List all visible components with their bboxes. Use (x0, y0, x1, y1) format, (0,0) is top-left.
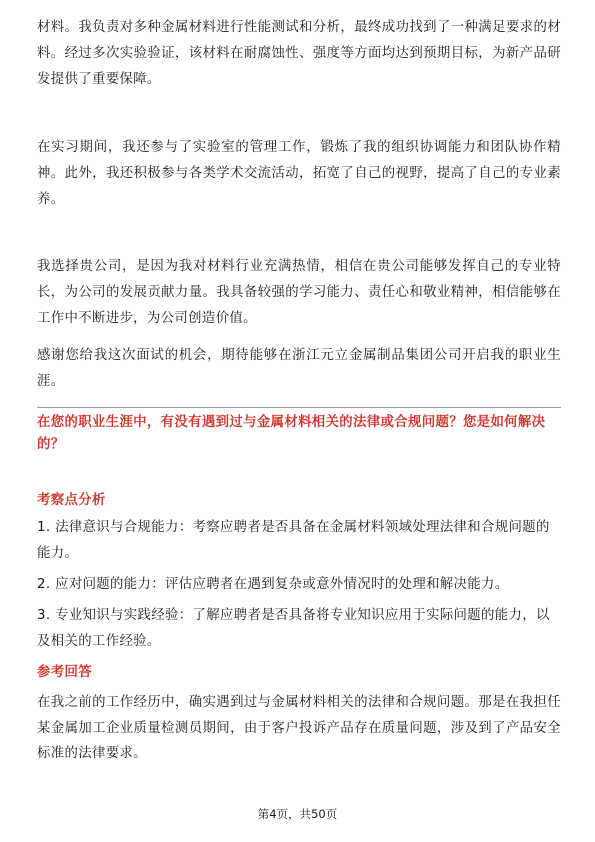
body-paragraph-motivation: 我选择贵公司，是因为我对材料行业充满热情，相信在贵公司能够发挥自己的专业特长，为公司的发展贡献力量。我具备较强的学习能力、责任心和敬业精神，相信能够在工作中不断进步，为公司创造价值。 (37, 259, 561, 327)
answer-heading: 参考回答 (37, 665, 92, 680)
analysis-item: 1. 法律意识与合规能力：考察应聘者是否具备在金属材料领域处理法律和合规问题的能力。 (37, 520, 550, 561)
body-paragraph-experience: 材料。我负责对多种金属材料进行性能测试和分析，最终成功找到了一种满足要求的材料。经过多次实验验证，该材料在耐腐蚀性、强度等方面均达到预期目标，为新产品研发提供了重要保障。 (37, 20, 561, 88)
analysis-heading: 考察点分析 (37, 493, 106, 508)
analysis-list (37, 515, 561, 660)
body-paragraph-internship: 在实习期间，我还参与了实验室的管理工作，锻炼了我的组织协调能力和团队协作精神。此外，我还积极参与各类学术交流活动，拓宽了自己的视野，提高了自己的专业素养。 (37, 140, 561, 208)
page-number: 第4页，共50页 (257, 807, 338, 821)
interview-question: 在您的职业生涯中，有没有遇到过与金属材料相关的法律或合规问题？您是如何解决的？ (37, 415, 546, 452)
answer-paragraph: 在我之前的工作经历中，确实遇到过与金属材料相关的法律和合规问题。那是在我担任某金属加工企业质量检测员期间，由于客户投诉产品存在质量问题，涉及到了产品安全标准的法律要求。 (37, 695, 561, 761)
analysis-item: 2. 应对问题的能力：评估应聘者在遇到复杂或意外情况时的处理和解决能力。 (37, 577, 509, 592)
section-divider (37, 407, 561, 408)
body-paragraph-thanks: 感谢您给我这次面试的机会，期待能够在浙江元立金属制品集团公司开启我的职业生涯。 (37, 348, 561, 390)
analysis-item: 3. 专业知识与实践经验：了解应聘者是否具备将专业知识应用于实际问题的能力，以及相关的工作经验。 (37, 608, 550, 649)
